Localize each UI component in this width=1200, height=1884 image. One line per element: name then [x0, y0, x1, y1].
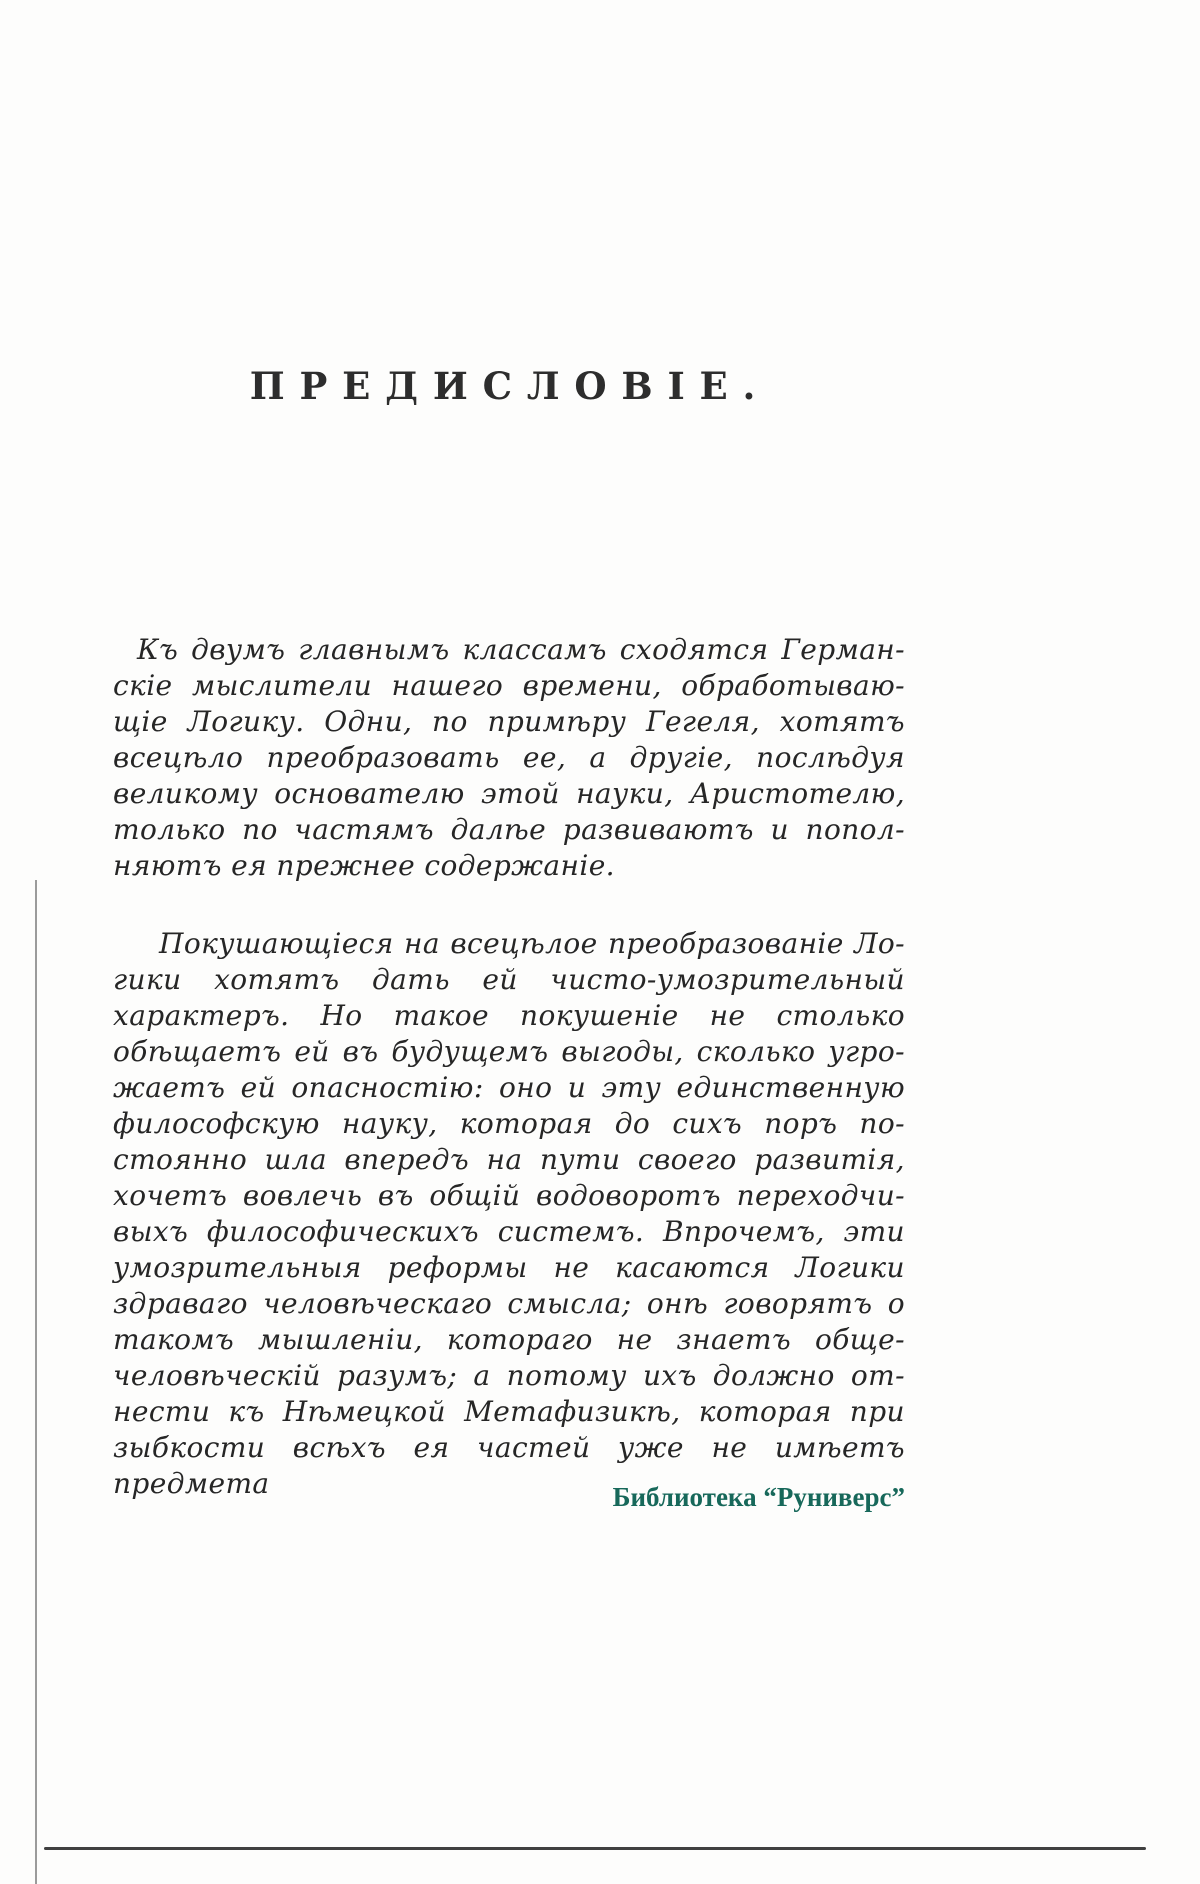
- text-line: хочетъ вовлечь въ общій водоворотъ переходчи-: [113, 1179, 905, 1212]
- scan-edge-bottom: [44, 1847, 1146, 1850]
- text-line: скіе мыслители нашего времени, обработываю-: [113, 669, 905, 702]
- text-line: стоянно шла впередъ на пути своего развитія,: [113, 1143, 905, 1176]
- text-line: выхъ философическихъ системъ. Впрочемъ, эти: [113, 1215, 905, 1248]
- text-line: жаетъ ей опасностію: оно и эту единственную: [113, 1071, 905, 1104]
- text-line: нести къ Нѣмецкой Метафизикѣ, которая при: [113, 1395, 905, 1428]
- text-line: всецѣло преобразовать ее, а другіе, послѣдуя: [113, 741, 905, 774]
- watermark: Библиотека “Руниверс”: [612, 1482, 905, 1512]
- text-line: гики хотятъ дать ей чисто-умозрительный: [113, 963, 905, 996]
- text-line: только по частямъ далѣе развиваютъ и попол-: [113, 813, 905, 846]
- text-line: зыбкости всѣхъ ея частей уже не имѣетъ предмета: [113, 1431, 905, 1500]
- text-line: характеръ. Но такое покушеніе не столько: [113, 999, 905, 1032]
- text-line: философскую науку, которая до сихъ поръ по-: [113, 1107, 905, 1140]
- text-line: здраваго человѣческаго смысла; онѣ говорятъ о: [113, 1287, 905, 1320]
- text-line: обѣщаетъ ей въ будущемъ выгоды, сколько угро-: [113, 1035, 905, 1068]
- text-line: няютъ ея прежнее содержаніе.: [113, 849, 615, 882]
- page-title: ПРЕДИСЛОВІЕ.: [249, 364, 771, 408]
- text-line: такомъ мышленіи, котораго не знаетъ обще-: [113, 1323, 905, 1356]
- text-line: Къ двумъ главнымъ классамъ сходятся Герман-: [137, 633, 905, 666]
- scan-edge-left: [35, 880, 37, 1884]
- text-line: щіе Логику. Одни, по примѣру Гегеля, хотятъ: [113, 705, 905, 738]
- text-line: человѣческій разумъ; а потому ихъ должно от-: [113, 1359, 905, 1392]
- page-body: [113, 632, 905, 1502]
- paragraph-2: [113, 926, 905, 1502]
- text-line: Покушающіеся на всецѣлое преобразованіе Ло-: [159, 927, 905, 960]
- text-line: умозрительныя реформы не касаются Логики: [113, 1251, 905, 1284]
- text-line: великому основателю этой науки, Аристотелю,: [113, 777, 905, 810]
- paragraph-1: [113, 632, 905, 884]
